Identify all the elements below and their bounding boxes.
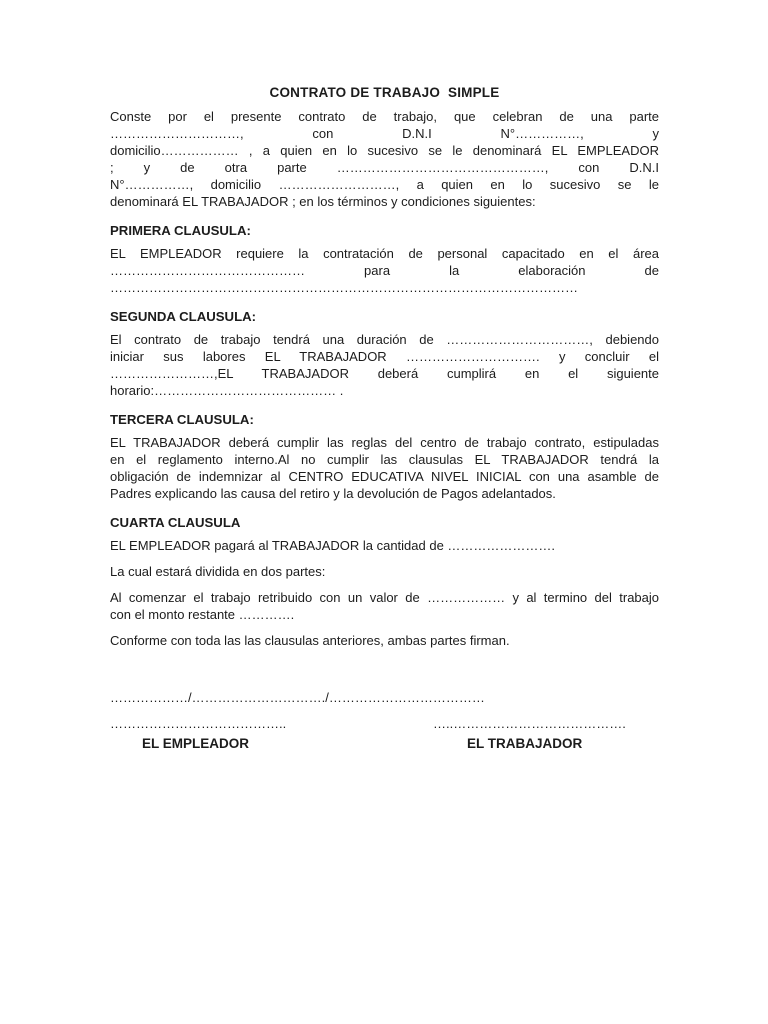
clause4-line: EL EMPLEADOR pagará al TRABAJADOR la cantidad de ……………………. <box>110 538 556 553</box>
intro-line: …………………………, con D.N.I N°……………, y <box>110 126 659 141</box>
clause3-line: en el reglamento interno.Al no cumplir las clausulas EL TRABAJADOR tendrá la <box>110 452 659 467</box>
clause2-heading: SEGUNDA CLAUSULA: <box>110 309 257 324</box>
clause4-payment-line <box>110 537 659 554</box>
intro-line: domicilio……………… , a quien en lo sucesivo se le denominará EL EMPLEADOR <box>110 143 659 158</box>
clause2-paragraph <box>110 331 659 399</box>
intro-paragraph <box>110 108 659 210</box>
clause4-paragraph <box>110 589 659 623</box>
worker-label: EL TRABAJADOR <box>467 736 583 751</box>
clause2-line: horario:…………………………………… . <box>110 383 344 398</box>
signature-labels-row <box>110 735 659 755</box>
clause4-line: Al comenzar el trabajo retribuido con un valor de ……………… y al termino del trabajo <box>110 590 659 605</box>
clause1-line: EL EMPLEADOR requiere la contratación de personal capacitado en el área <box>110 246 659 261</box>
clause2-line: El contrato de trabajo tendrá una duración de ……………………………, debiendo <box>110 332 659 347</box>
intro-line: ; y de otra parte …………………………………………, con D.N.I <box>110 160 659 175</box>
clause4-heading: CUARTA CLAUSULA <box>110 515 241 530</box>
employer-label: EL EMPLEADOR <box>142 736 250 751</box>
date-dotted-line: ………………/…………………………./……………………………… <box>110 690 485 705</box>
intro-line: N°……………, domicilio ………………………, a quien en lo sucesivo se le <box>110 177 659 192</box>
date-line-row <box>110 689 659 706</box>
signature-lines-row <box>110 715 659 732</box>
intro-line: denominará EL TRABAJADOR ; en los términos y condiciones siguientes: <box>110 194 536 209</box>
intro-line: Conste por el presente contrato de trabajo, que celebran de una parte <box>110 109 659 124</box>
clause3-paragraph <box>110 434 659 502</box>
clause1-line: ……………………………………………………………………………………………… <box>110 280 578 295</box>
clause3-line: obligación de indemnizar al CENTRO EDUCATIVA NIVEL INICIAL con una asamble de <box>110 469 659 484</box>
contract-content <box>110 84 659 755</box>
clause3-line: EL TRABAJADOR deberá cumplir las reglas del centro de trabajo contrato, estipuladas <box>110 435 659 450</box>
clause1-paragraph <box>110 245 659 296</box>
clause2-line: ……………………,EL TRABAJADOR deberá cumplirá en el siguiente <box>110 366 659 381</box>
closing-paragraph <box>110 632 659 649</box>
clause2-line: iniciar sus labores EL TRABAJADOR …………………………. y concluir el <box>110 349 659 364</box>
clause4-line: La cual estará dividida en dos partes: <box>110 564 326 579</box>
clause3-heading: TERCERA CLAUSULA: <box>110 412 254 427</box>
clause3-line: Padres explicando las causa del retiro y la devolución de Pagos adelantados. <box>110 486 556 501</box>
employer-signature-line: ………………………………….. <box>110 716 287 731</box>
worker-signature-line: …..…………………………………. <box>433 716 626 731</box>
clause1-heading: PRIMERA CLAUSULA: <box>110 223 251 238</box>
clause1-line: ……………………………………… para la elaboración de <box>110 263 659 278</box>
closing-line: Conforme con toda las las clausulas anteriores, ambas partes firman. <box>110 633 510 648</box>
document-title: CONTRATO DE TRABAJO SIMPLE <box>269 85 500 100</box>
clause4-split-line <box>110 563 659 580</box>
clause4-line: con el monto restante …………. <box>110 607 295 622</box>
